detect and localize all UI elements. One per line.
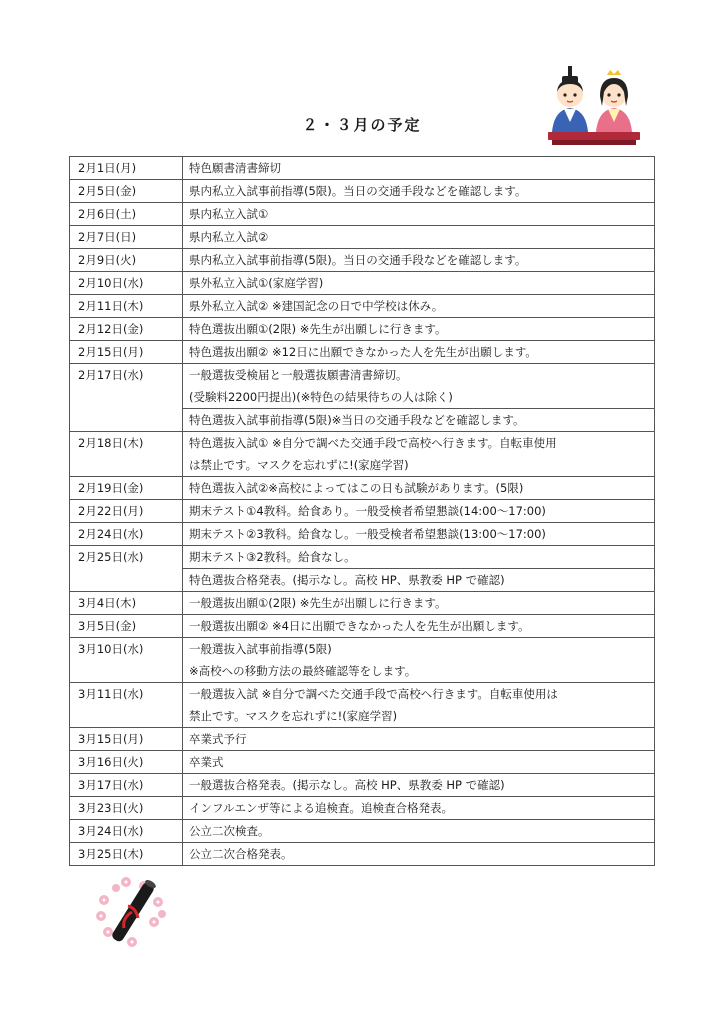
schedule-date-text: 2月22日(月) bbox=[78, 504, 144, 518]
schedule-event-line: 特色選抜出願①(2限) ※先生が出願しに行きます。 bbox=[189, 322, 447, 336]
schedule-event bbox=[183, 249, 655, 272]
schedule-event bbox=[183, 615, 655, 638]
schedule-event-block bbox=[189, 203, 654, 225]
schedule-row bbox=[70, 751, 655, 774]
schedule-date-text: 3月15日(月) bbox=[78, 732, 144, 746]
schedule-row bbox=[70, 546, 655, 592]
schedule-event-block bbox=[189, 592, 654, 614]
schedule-date-text: 2月17日(水) bbox=[78, 368, 144, 382]
schedule-row bbox=[70, 728, 655, 751]
schedule-event-block bbox=[189, 774, 654, 796]
schedule-row bbox=[70, 843, 655, 866]
schedule-row bbox=[70, 295, 655, 318]
schedule-date-text: 2月1日(月) bbox=[78, 161, 137, 175]
schedule-date bbox=[70, 500, 183, 523]
schedule-body bbox=[70, 157, 655, 866]
schedule-date bbox=[70, 272, 183, 295]
schedule-event-block bbox=[189, 615, 654, 637]
schedule-event bbox=[183, 180, 655, 203]
schedule-date-text: 2月11日(木) bbox=[78, 299, 144, 313]
schedule-row bbox=[70, 203, 655, 226]
schedule-date-text: 3月17日(水) bbox=[78, 778, 144, 792]
schedule-date-text: 3月16日(火) bbox=[78, 755, 144, 769]
schedule-event bbox=[183, 364, 655, 432]
schedule-event bbox=[183, 751, 655, 774]
schedule-event-block bbox=[189, 226, 654, 248]
schedule-date bbox=[70, 341, 183, 364]
schedule-event-block bbox=[189, 249, 654, 271]
schedule-date-text: 2月12日(金) bbox=[78, 322, 144, 336]
platform-shape bbox=[548, 132, 640, 140]
schedule-event bbox=[183, 523, 655, 546]
schedule-row bbox=[70, 638, 655, 683]
schedule-event-line: 県内私立入試① bbox=[189, 207, 269, 221]
schedule-event-line: 特色選抜入試②※高校によってはこの日も試験があります。(5限) bbox=[189, 481, 524, 495]
schedule-date-text: 3月5日(金) bbox=[78, 619, 137, 633]
schedule-event bbox=[183, 477, 655, 500]
schedule-event bbox=[183, 843, 655, 866]
schedule-row bbox=[70, 592, 655, 615]
schedule-event-line: 特色願書清書締切 bbox=[189, 161, 281, 175]
schedule-event-line: (受験料2200円提出)(※特色の結果待ちの人は除く) bbox=[189, 390, 453, 404]
schedule-event bbox=[183, 820, 655, 843]
schedule-row bbox=[70, 820, 655, 843]
schedule-date bbox=[70, 249, 183, 272]
schedule-date bbox=[70, 295, 183, 318]
schedule-row bbox=[70, 272, 655, 295]
schedule-date bbox=[70, 364, 183, 432]
schedule-date-text: 3月24日(水) bbox=[78, 824, 144, 838]
schedule-date-text: 3月11日(水) bbox=[78, 687, 144, 701]
schedule-event-block bbox=[189, 432, 654, 476]
schedule-date bbox=[70, 797, 183, 820]
schedule-event-line: 県内私立入試② bbox=[189, 230, 269, 244]
schedule-event-block bbox=[183, 568, 654, 591]
schedule-event-block bbox=[189, 638, 654, 682]
schedule-row bbox=[70, 774, 655, 797]
schedule-row bbox=[70, 523, 655, 546]
schedule-date-text: 2月15日(月) bbox=[78, 345, 144, 359]
schedule-row bbox=[70, 500, 655, 523]
schedule-event-line: 特色選抜入試事前指導(5限)※当日の交通手段などを確認します。 bbox=[189, 413, 525, 427]
schedule-date-text: 2月24日(水) bbox=[78, 527, 144, 541]
schedule-date-text: 2月7日(日) bbox=[78, 230, 137, 244]
diploma-scroll-illustration bbox=[92, 872, 174, 956]
schedule-event-block bbox=[189, 546, 654, 568]
schedule-event-line: 特色選抜合格発表。(掲示なし。高校 HP、県教委 HP で確認) bbox=[189, 573, 505, 587]
schedule-event-block bbox=[189, 683, 654, 727]
schedule-event-block bbox=[189, 820, 654, 842]
schedule-event bbox=[183, 683, 655, 728]
schedule-date-text: 2月25日(水) bbox=[78, 550, 144, 564]
schedule-event bbox=[183, 203, 655, 226]
schedule-event-block bbox=[189, 364, 654, 408]
schedule-row bbox=[70, 157, 655, 180]
schedule-date bbox=[70, 592, 183, 615]
schedule-date bbox=[70, 226, 183, 249]
schedule-event bbox=[183, 774, 655, 797]
schedule-event-line: ※高校への移動方法の最終確認等をします。 bbox=[189, 664, 417, 678]
schedule-row bbox=[70, 341, 655, 364]
schedule-date-text: 3月23日(火) bbox=[78, 801, 144, 815]
schedule-row bbox=[70, 797, 655, 820]
schedule-date bbox=[70, 318, 183, 341]
schedule-date bbox=[70, 683, 183, 728]
schedule-date-text: 2月6日(土) bbox=[78, 207, 137, 221]
schedule-row bbox=[70, 683, 655, 728]
schedule-event-block bbox=[189, 797, 654, 819]
schedule-row bbox=[70, 432, 655, 477]
schedule-event-line: 特色選抜出願② ※12日に出願できなかった人を先生が出願します。 bbox=[189, 345, 537, 359]
schedule-date-text: 2月18日(木) bbox=[78, 436, 144, 450]
hina-dolls-illustration bbox=[546, 62, 642, 150]
schedule-event bbox=[183, 318, 655, 341]
schedule-date bbox=[70, 432, 183, 477]
schedule-event bbox=[183, 341, 655, 364]
schedule-date bbox=[70, 523, 183, 546]
schedule-event bbox=[183, 728, 655, 751]
schedule-event-line: インフルエンザ等による追検査。追検査合格発表。 bbox=[189, 801, 454, 815]
schedule-event-line: 一般選抜入試事前指導(5限) bbox=[189, 642, 332, 656]
schedule-table bbox=[69, 156, 655, 866]
schedule-row bbox=[70, 180, 655, 203]
schedule-date-text: 2月5日(金) bbox=[78, 184, 137, 198]
schedule-row bbox=[70, 615, 655, 638]
schedule-date-text: 2月9日(火) bbox=[78, 253, 137, 267]
schedule-event bbox=[183, 226, 655, 249]
schedule-event-line: 期末テスト③2教科。給食なし。 bbox=[189, 550, 356, 564]
schedule-event bbox=[183, 592, 655, 615]
schedule-event-line: 一般選抜合格発表。(掲示なし。高校 HP、県教委 HP で確認) bbox=[189, 778, 505, 792]
schedule-row bbox=[70, 364, 655, 432]
schedule-event-block bbox=[189, 157, 654, 179]
schedule-event-line: 禁止です。マスクを忘れずに!(家庭学習) bbox=[189, 709, 398, 723]
schedule-date bbox=[70, 477, 183, 500]
schedule-date bbox=[70, 203, 183, 226]
schedule-event-line: 期末テスト②3教科。給食なし。一般受検者希望懇談(13:00～17:00) bbox=[189, 527, 546, 541]
schedule-event-block bbox=[189, 728, 654, 750]
schedule-event-block bbox=[189, 843, 654, 865]
schedule-row bbox=[70, 249, 655, 272]
schedule-date bbox=[70, 615, 183, 638]
schedule-event-block bbox=[189, 500, 654, 522]
schedule-date bbox=[70, 638, 183, 683]
schedule-event-line: 県内私立入試事前指導(5限)。当日の交通手段などを確認します。 bbox=[189, 253, 527, 267]
schedule-date-text: 2月19日(金) bbox=[78, 481, 144, 495]
schedule-row bbox=[70, 477, 655, 500]
schedule-event-line: 一般選抜出願② ※4日に出願できなかった人を先生が出願します。 bbox=[189, 619, 530, 633]
schedule-event-line: 公立二次検査。 bbox=[189, 824, 270, 838]
schedule-event bbox=[183, 295, 655, 318]
schedule-event bbox=[183, 432, 655, 477]
schedule-row bbox=[70, 318, 655, 341]
schedule-date bbox=[70, 157, 183, 180]
schedule-event-line: 一般選抜入試 ※自分で調べた交通手段で高校へ行きます。自転車使用は bbox=[189, 687, 558, 701]
schedule-event-line: 県内私立入試事前指導(5限)。当日の交通手段などを確認します。 bbox=[189, 184, 527, 198]
schedule-row bbox=[70, 226, 655, 249]
schedule-event-block bbox=[189, 341, 654, 363]
schedule-event-block bbox=[189, 523, 654, 545]
schedule-event-line: は禁止です。マスクを忘れずに!(家庭学習) bbox=[189, 458, 409, 472]
schedule-event bbox=[183, 546, 655, 592]
schedule-date-text: 3月4日(木) bbox=[78, 596, 137, 610]
schedule-event-line: 県外私立入試② ※建国記念の日で中学校は休み。 bbox=[189, 299, 444, 313]
schedule-event-line: 一般選抜出願①(2限) ※先生が出願しに行きます。 bbox=[189, 596, 447, 610]
schedule-event-block bbox=[189, 318, 654, 340]
schedule-date-text: 3月25日(木) bbox=[78, 847, 144, 861]
schedule-event-line: 県外私立入試①(家庭学習) bbox=[189, 276, 324, 290]
schedule-event-block bbox=[189, 180, 654, 202]
schedule-event-line: 一般選抜受検届と一般選抜願書清書締切。 bbox=[189, 368, 408, 382]
schedule-event-line: 公立二次合格発表。 bbox=[189, 847, 293, 861]
schedule-event bbox=[183, 797, 655, 820]
schedule-event-line: 期末テスト①4教科。給食あり。一般受検者希望懇談(14:00～17:00) bbox=[189, 504, 546, 518]
schedule-date-text: 2月10日(水) bbox=[78, 276, 144, 290]
schedule-event-block bbox=[189, 295, 654, 317]
schedule-event-block bbox=[189, 477, 654, 499]
schedule-event bbox=[183, 638, 655, 683]
schedule-date bbox=[70, 843, 183, 866]
schedule-event bbox=[183, 157, 655, 180]
schedule-date bbox=[70, 546, 183, 592]
schedule-event bbox=[183, 500, 655, 523]
schedule-date bbox=[70, 820, 183, 843]
schedule-event-line: 卒業式予行 bbox=[189, 732, 247, 746]
schedule-date-text: 3月10日(水) bbox=[78, 642, 144, 656]
schedule-event bbox=[183, 272, 655, 295]
schedule-event-block bbox=[189, 272, 654, 294]
schedule-event-block bbox=[189, 751, 654, 773]
schedule-date bbox=[70, 180, 183, 203]
page-title: ２・３月の予定 bbox=[302, 116, 422, 134]
schedule-event-line: 特色選抜入試① ※自分で調べた交通手段で高校へ行きます。自転車使用 bbox=[189, 436, 557, 450]
schedule-event-line: 卒業式 bbox=[189, 755, 224, 769]
schedule-date bbox=[70, 774, 183, 797]
schedule-date bbox=[70, 751, 183, 774]
schedule-event-block bbox=[183, 408, 654, 431]
schedule-date bbox=[70, 728, 183, 751]
